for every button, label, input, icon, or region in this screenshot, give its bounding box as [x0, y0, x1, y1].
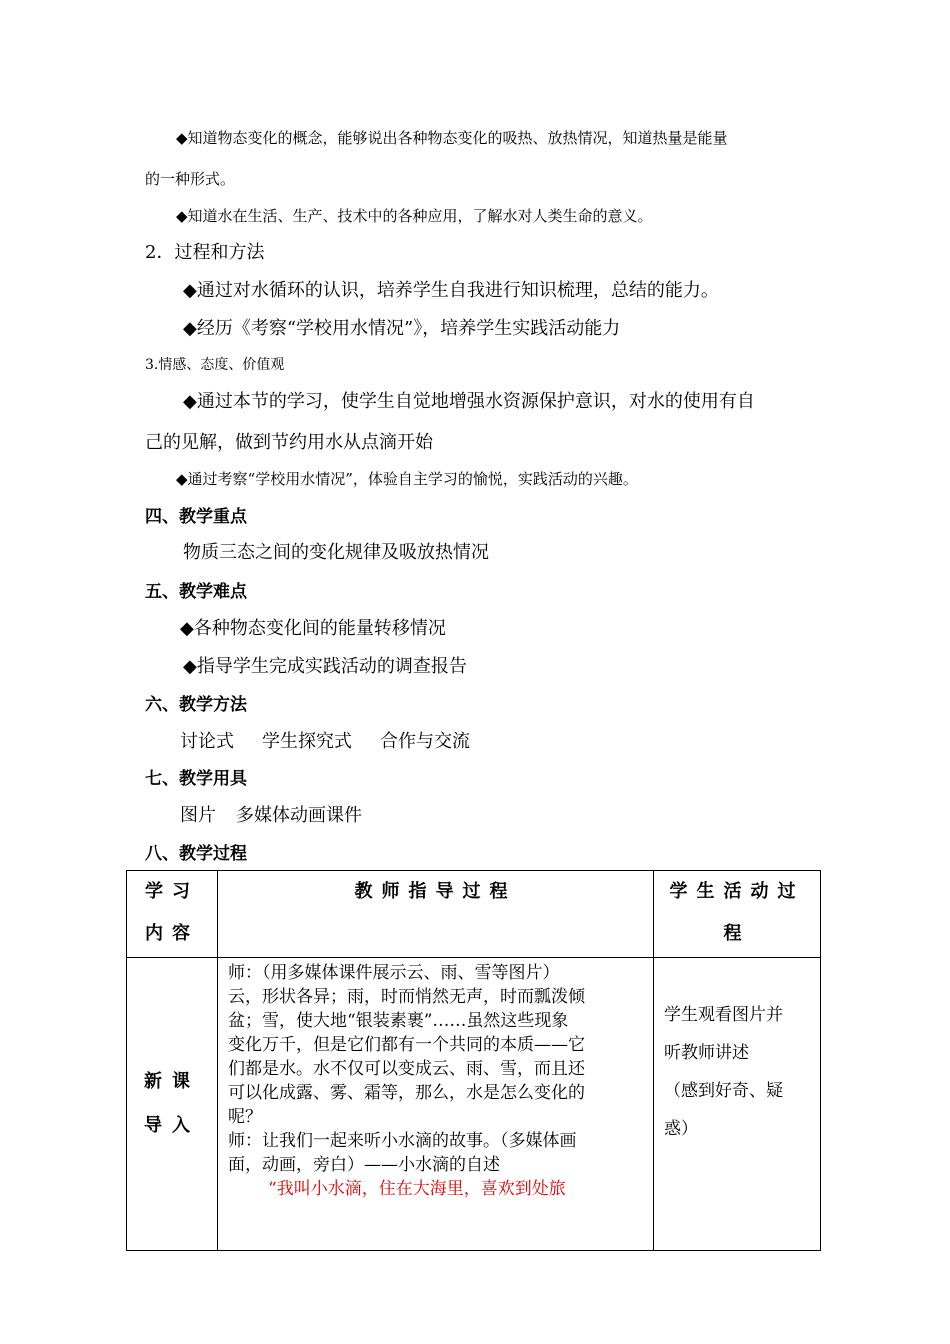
emotion-item1-line2: 己的见解，做到节约用水从点滴开始 [145, 432, 433, 453]
tools-heading: 七、教学用具 [145, 769, 247, 789]
objective-knowledge-item1-line2: 的一种形式。 [145, 170, 236, 188]
student-text-line: 学生观看图片并 [664, 1005, 783, 1025]
teacher-text-line: 盆；雪，使大地“银装素裹”……虽然这些现象 [228, 1011, 569, 1031]
student-text-line: （感到好奇、疑 [664, 1081, 783, 1101]
teacher-text-line: 变化万千，但是它们都有一个共同的本质——它 [228, 1035, 585, 1055]
table-header-row [127, 871, 821, 958]
process-methods-title: 2．过程和方法 [145, 242, 265, 263]
student-text-line: 听教师讲述 [664, 1043, 749, 1063]
teacher-text-line: 面，动画，旁白）——小水滴的自述 [228, 1155, 500, 1175]
header-cell-content [127, 871, 218, 958]
difficulties-item1: ◆各种物态变化间的能量转移情况 [180, 618, 446, 639]
emotion-item1-line1: ◆通过本节的学习，使学生自觉地增强水资源保护意识，对水的使用有自 [183, 391, 755, 412]
process-heading: 八、教学过程 [145, 844, 247, 864]
method-item: 合作与交流 [380, 731, 470, 752]
header-label: 教师指导过程 [354, 881, 517, 902]
tool-item: 多媒体动画课件 [236, 805, 362, 826]
emotion-item2: ◆通过考察“学校用水情况”，体验自主学习的愉悦，实践活动的兴趣。 [176, 470, 638, 488]
emotion-title: 3.情感、态度、价值观 [145, 357, 285, 373]
story-quote: “我叫小水滴，住在大海里，喜欢到处旅 [268, 1179, 566, 1199]
methods-heading: 六、教学方法 [145, 695, 247, 715]
process-item1: ◆通过对水循环的认识，培养学生自我进行知识梳理，总结的能力。 [183, 280, 719, 301]
methods-list [180, 727, 470, 753]
objective-knowledge-item2: ◆知道水在生活、生产、技术中的各种应用，了解水对人类生命的意义。 [176, 207, 653, 225]
teaching-process-table [126, 870, 821, 1251]
method-item: 学生探究式 [262, 731, 352, 752]
method-item: 讨论式 [180, 731, 234, 752]
teacher-text-line: 可以化成露、雾、霜等，那么，水是怎么变化的 [228, 1083, 585, 1103]
objective-knowledge-item1-line1: ◆知道物态变化的概念，能够说出各种物态变化的吸热、放热情况，知道热量是能量 [176, 129, 728, 147]
difficulties-item2: ◆指导学生完成实践活动的调查报告 [183, 656, 467, 677]
row-label-cell [127, 958, 218, 1251]
key-points-content: 物质三态之间的变化规律及吸放热情况 [183, 542, 489, 563]
key-points-heading: 四、教学重点 [145, 507, 247, 527]
header-label: 程 [723, 923, 751, 944]
student-text-line: 惑） [664, 1119, 698, 1139]
teacher-guidance-cell [218, 958, 654, 1251]
difficulties-heading: 五、教学难点 [145, 582, 247, 602]
tool-item: 图片 [180, 805, 216, 826]
row-label: 导入 [144, 1115, 200, 1136]
teacher-text-line: 师：让我们一起来听小水滴的故事。（多媒体画 [228, 1131, 577, 1151]
header-cell-student [654, 871, 821, 958]
row-label: 新课 [144, 1071, 200, 1092]
process-item2: ◆经历《考察“学校用水情况”》，培养学生实践活动能力 [183, 318, 621, 339]
table-row [127, 958, 821, 1251]
teacher-text-line: 们都是水。水不仅可以变成云、雨、雪，而且还 [228, 1059, 585, 1079]
header-label: 学生活动过 [669, 881, 805, 902]
header-label: 学习 [145, 881, 199, 902]
header-cell-teacher [218, 871, 654, 958]
teacher-text-line: 呢？ [228, 1107, 262, 1127]
header-label: 内容 [145, 923, 199, 944]
tools-list [180, 801, 362, 827]
student-activity-cell [654, 958, 821, 1251]
teacher-text-line: 师：（用多媒体课件展示云、雨、雪等图片） [228, 963, 560, 983]
teacher-text-line: 云，形状各异；雨，时而悄然无声，时而瓢泼倾 [228, 987, 585, 1007]
